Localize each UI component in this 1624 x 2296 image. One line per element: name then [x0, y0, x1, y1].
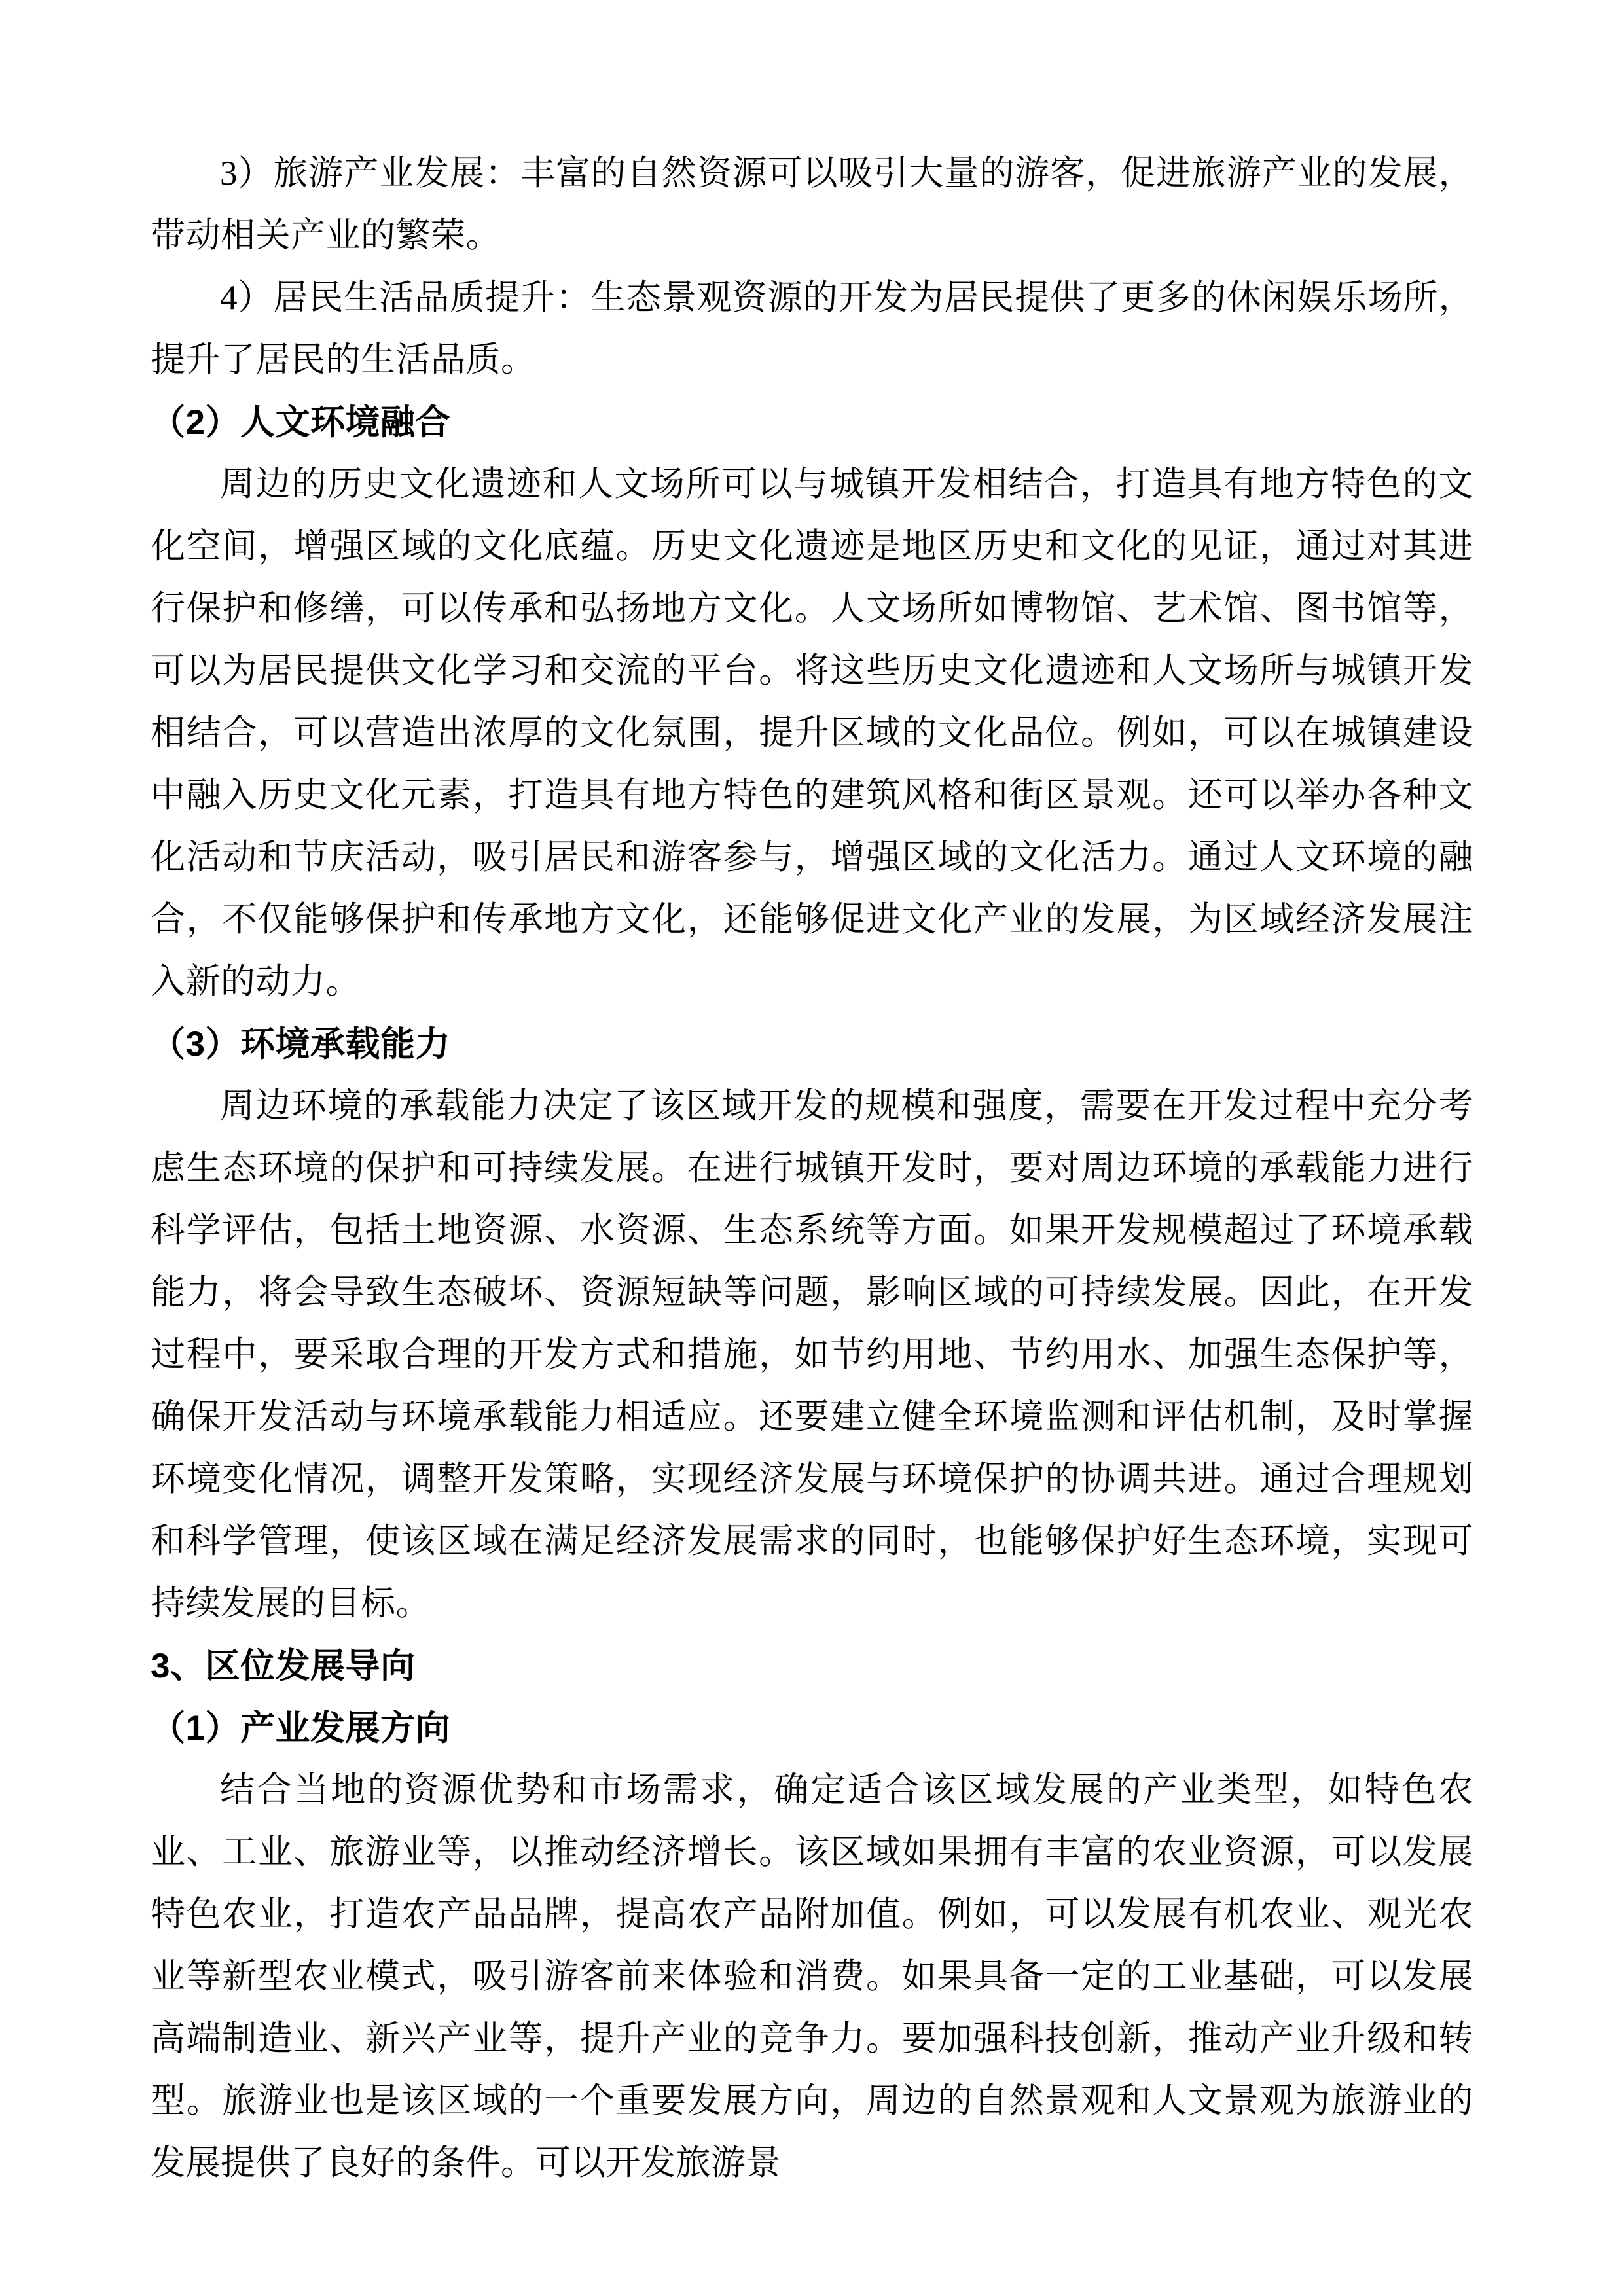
heading-location-development: 3、区位发展导向: [151, 1647, 416, 1685]
paragraph-environment-capacity: 周边环境的承载能力决定了该区域开发的规模和强度，需要在开发过程中充分考虑生态环境的保护和可持续发展。在进行城镇开发时，要对周边环境的承载能力进行科学评估，包括土地资源、水资源、生态系统等方面。如果开发规模超过了环境承载能力，将会导致生态破坏、资源短缺等问题，影响区域的可持续发展。因此，在开发过程中，要采取合理的开发方式和措施，如节约用地、节约用水、加强生态保护等，确保开发活动与环境承载能力相适应。还要建立健全环境监测和评估机制，及时掌握环境变化情况，调整开发策略，实现经济发展与环境保护的协调共进。通过合理规划和科学管理，使该区域在满足经济发展需求的同时，也能够保护好生态环境，实现可持续发展的目标。: [151, 1087, 1473, 1623]
paragraph-industry-direction: 结合当地的资源优势和市场需求，确定适合该区域发展的产业类型，如特色农业、工业、旅游业等，以推动经济增长。该区域如果拥有丰富的农业资源，可以发展特色农业，打造农产品品牌，提高农产品附加值。例如，可以发展有机农业、观光农业等新型农业模式，吸引游客前来体验和消费。如果具备一定的工业基础，可以发展高端制造业、新兴产业等，提升产业的竞争力。要加强科技创新，推动产业升级和转型。旅游业也是该区域的一个重要发展方向，周边的自然景观和人文景观为旅游业的发展提供了良好的条件。可以开发旅游景: [151, 1771, 1473, 2182]
heading-industry-direction: （1）产业发展方向: [151, 1709, 450, 1748]
heading-humanistic-environment: （2）人文环境融合: [151, 403, 450, 442]
paragraph-tourism-industry: 3）旅游产业发展：丰富的自然资源可以吸引大量的游客，促进旅游产业的发展，带动相关产业的繁荣。: [151, 154, 1473, 255]
paragraph-living-quality: 4）居民生活品质提升：生态景观资源的开发为居民提供了更多的休闲娱乐场所，提升了居民的生活品质。: [151, 279, 1473, 379]
heading-environment-capacity: （3）环境承载能力: [151, 1025, 450, 1064]
paragraph-humanistic-environment: 周边的历史文化遗迹和人文场所可以与城镇开发相结合，打造具有地方特色的文化空间，增强区域的文化底蕴。历史文化遗迹是地区历史和文化的见证，通过对其进行保护和修缮，可以传承和弘扬地方文化。人文场所如博物馆、艺术馆、图书馆等，可以为居民提供文化学习和交流的平台。将这些历史文化遗迹和人文场所与城镇开发相结合，可以营造出浓厚的文化氛围，提升区域的文化品位。例如，可以在城镇建设中融入历史文化元素，打造具有地方特色的建筑风格和街区景观。还可以举办各种文化活动和节庆活动，吸引居民和游客参与，增强区域的文化活力。通过人文环境的融合，不仅能够保护和传承地方文化，还能够促进文化产业的发展，为区域经济发展注入新的动力。: [151, 465, 1473, 1001]
